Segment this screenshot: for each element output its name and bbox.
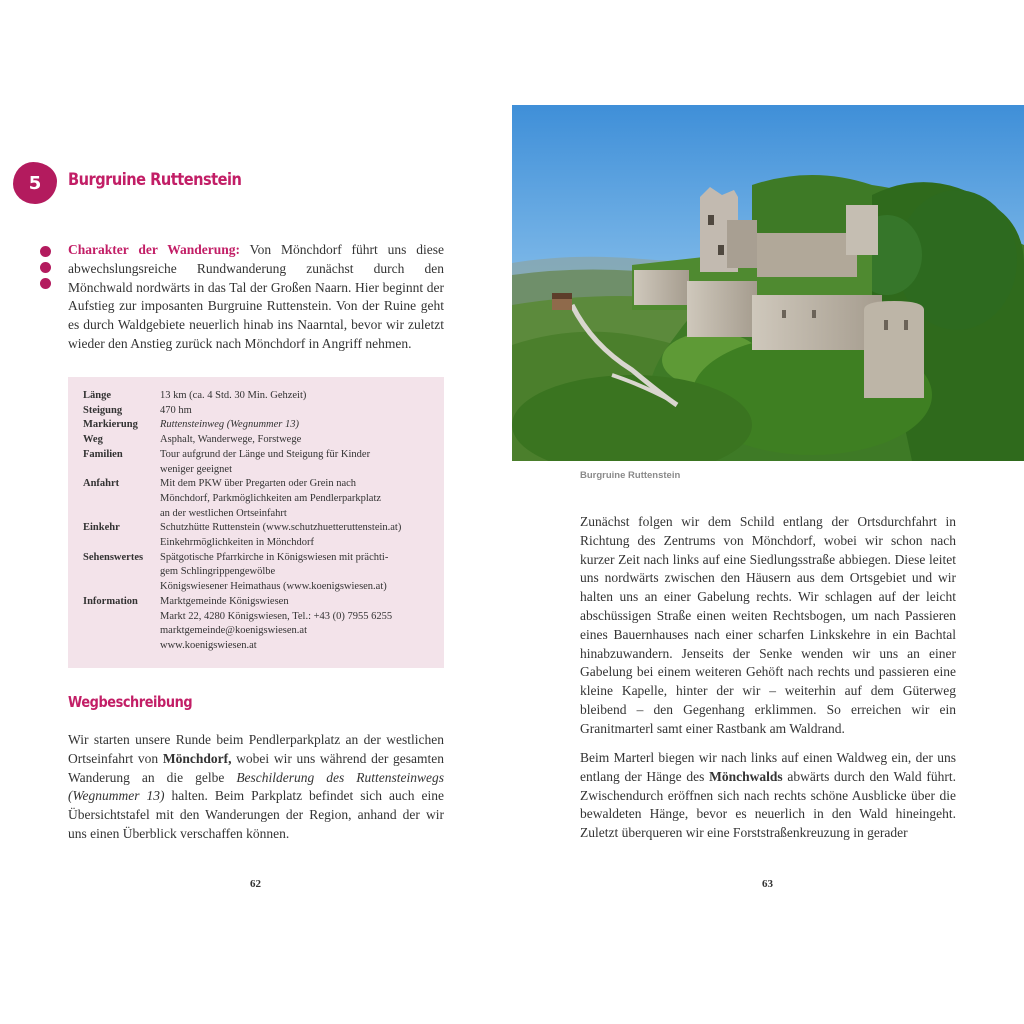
info-label: Information [83,595,138,607]
info-value-line: 470 hm [160,404,192,416]
info-label: Sehenswertes [83,551,144,563]
character-label: Charakter der Wanderung: [68,242,240,257]
info-row [83,389,444,404]
info-label: Länge [83,390,112,401]
info-value-line: Marktgemeinde Königswiesen [160,595,289,607]
info-value [160,433,444,448]
text-run: halten. Beim Parkplatz befindet sich auch eine Übersichtstafel mit den Wanderungen der Region, anhand der wir uns einen Überblick verschaffen können. [68,788,444,841]
text-run: Mönchwalds [709,768,783,784]
info-row [83,595,444,654]
info-value-line: Königswiesener Heimathaus (www.koenigswiesen.at) [160,581,387,593]
info-value-line: Einkehrmöglichkeiten in Mönchdorf [160,537,314,549]
info-row [83,418,444,433]
info-value-line: an der westlichen Ortseinfahrt [160,507,287,519]
character-text: Von Mönchdorf führt uns diese abwechslungsreiche Rundwanderung zunächst durch den Mönchwald nordwärts in das Tal der Großen Naarn. Hier beginnt der Aufstieg zur imposanten Burgruine Ruttenstein. Von der Ruine geht es durch Waldgebiete neuerlich hinab ins Naarntal, bevor wir zuletzt wieder den Anstieg zurück nach Mönchdorf in Angriff nehmen. [68,242,444,351]
castle-ruin-illustration [512,105,1024,461]
description-paragraph [68,731,444,844]
info-row [83,551,444,595]
tour-number: 5 [28,172,42,194]
info-value-line: Markt 22, 4280 Königswiesen, Tel.: +43 (0) 7955 6255 [160,610,393,622]
text-run: Wir starten unsere Runde beim Pendlerparkplatz an der westlichen Ortseinfahrt von [68,732,444,766]
info-row [83,477,444,521]
info-value [160,448,444,477]
info-label: Einkehr [83,522,120,534]
info-value-line: Asphalt, Wanderwege, Forstwege [160,434,302,446]
info-value-line: marktgemeinde@koenigswiesen.at [160,625,307,637]
body-paragraph-2 [580,749,956,843]
page-number-left: 62 [250,878,261,890]
tour-info-box [68,377,444,668]
info-row [83,404,444,419]
info-value-line: www.koenigswiesen.at [160,639,257,651]
text-run: wobei wir uns während der gesamten Wanderung an die gelbe [68,750,444,785]
info-row [83,433,444,448]
right-page [512,0,1024,1024]
tour-number-badge [13,162,57,204]
info-label: Steigung [83,404,123,416]
info-value [160,595,444,654]
text-run: Beim Marterl biegen wir nach links auf einen Waldweg ein, der uns entlang der Hänge des [580,750,956,784]
character-paragraph [68,241,444,354]
info-value-line: Tour aufgrund der Länge und Steigung für Kinder [160,448,371,460]
info-row [83,521,444,550]
bullet-dot-icon [40,278,51,289]
text-run: Zunächst folgen wir dem Schild entlang der Ortsdurchfahrt in Richtung des Zentrums von Mönchdorf, wobei wir schon nach kurzer Zeit nach links auf eine Siedlungsstraße abbiegen. Diese leitet uns nordwärts zwischen den Häusern aus dem Ortsgebiet und wir halten uns an einer Gabelung rechts. Wir schlagen auf der leicht abschüssigen Straße einen weiten Rechtsbogen, um nach Passieren eines Bauernhauses nach einer scharfen Linkskehre in ein Bachtal hinabzuwandern. Jenseits der Senke wenden wir uns an einer Gabelung bei einem weiteren Gehöft nach rechts und passieren eine kleine Kapelle, hinter der wir – weiterhin auf dem Güterweg bleibend – den Gegenhang erklimmen. So erreichen wir ein Granitmarterl samt einer Rastbank am Waldrand. [580,514,956,736]
info-value [160,389,444,404]
info-value [160,404,444,419]
text-run: Mönchdorf, [162,750,232,766]
page-number-right: 63 [762,878,773,890]
info-value-line: Schutzhütte Ruttenstein (www.schutzhuetteruttenstein.at) [160,522,402,534]
info-value-line: 13 km (ca. 4 Std. 30 Min. Gehzeit) [160,390,307,401]
info-value-line: Mit dem PKW über Pregarten oder Grein nach [160,478,357,490]
text-run: abwärts durch den Wald führt. Zwischendurch eröffnen sich nach rechts schöne Ausblicke über die bewaldeten Hänge, bevor es neuerlich in den Wald hineingeht. Zuletzt überqueren wir eine Forststraßenkreuzung in gerader [580,768,956,841]
bullet-dot-icon [40,262,51,273]
info-label: Markierung [83,419,138,431]
info-value-line: Spätgotische Pfarrkirche in Königswiesen mit prächti- [160,551,389,563]
info-value-line: weniger geeignet [160,463,233,475]
tour-title: Burgruine Ruttenstein [68,170,242,190]
info-row [83,448,444,477]
info-value [160,521,444,550]
info-value [160,418,444,433]
info-label: Familien [83,448,123,460]
body-paragraph-1 [580,513,956,739]
info-value-line: gem Schlingrippengewölbe [160,566,276,578]
text-run: Beschilderung des Ruttensteinwegs (Wegnummer 13) [68,769,444,804]
info-value [160,477,444,521]
bullet-dot-icon [40,246,51,257]
info-label: Weg [83,434,103,446]
info-value-line: Mönchdorf, Parkmöglichkeiten am Pendlerparkplatz [160,492,382,504]
info-value [160,551,444,595]
character-bullet-icon [40,246,52,294]
info-label: Anfahrt [83,478,120,490]
photo-caption: Burgruine Ruttenstein [580,470,681,481]
info-value-line: Ruttensteinweg (Wegnummer 13) [160,419,300,431]
section-heading: Wegbeschreibung [68,693,193,711]
castle-ruin-photo [512,105,1024,461]
